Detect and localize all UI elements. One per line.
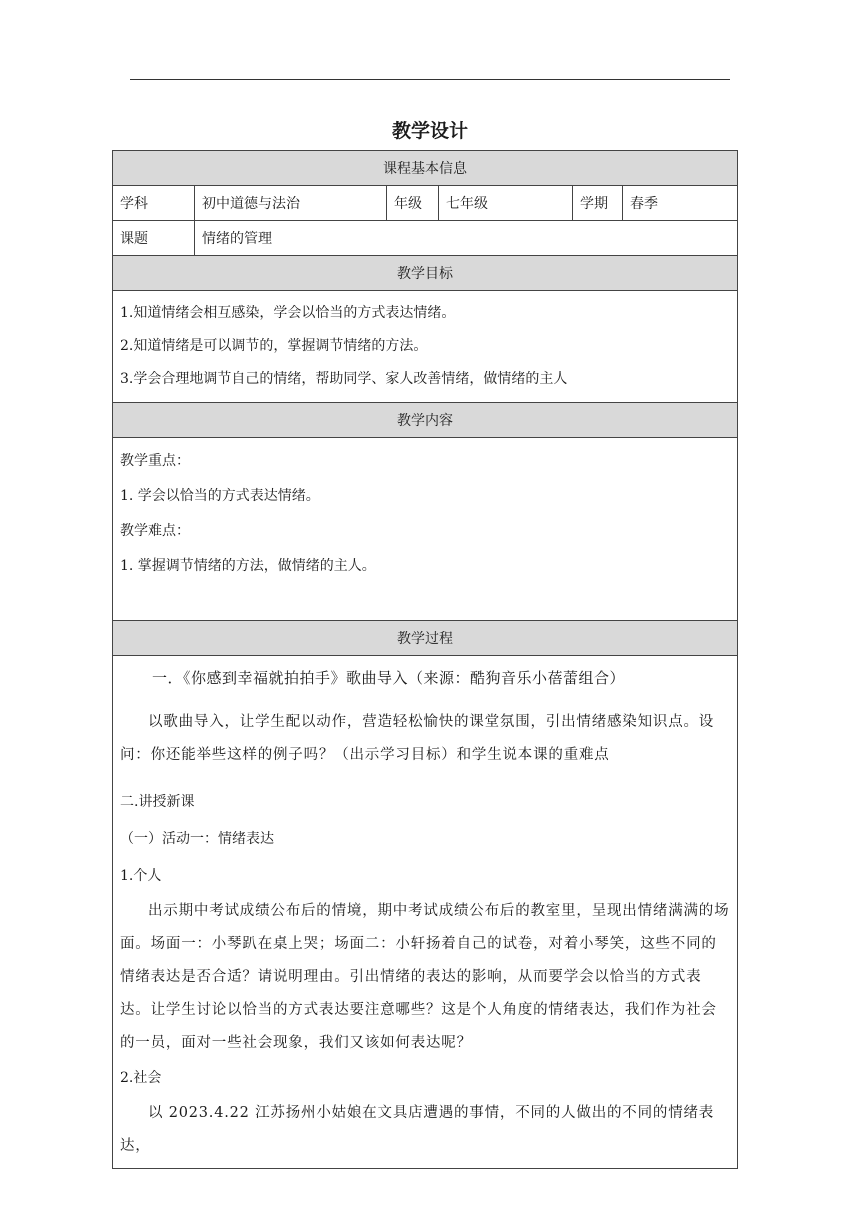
subsection-society: 2.社会	[120, 1070, 162, 1086]
subsection-individual: 1.个人	[120, 868, 162, 884]
goals-header: 教学目标	[113, 256, 738, 291]
topic-row	[113, 221, 738, 256]
key-points-label: 教学重点：	[120, 453, 190, 469]
page-title: 教学设计	[391, 120, 468, 142]
process-header-row	[113, 621, 738, 656]
content-cell	[113, 438, 738, 621]
individual-paragraph: 出示期中考试成绩公布后的情境，期中考试成绩公布后的教室里，呈现出情绪满满的场面。场面一：小琴趴在桌上哭；场面二：小轩扬着自己的试卷，对着小琴笑，这些不同的情绪表达是否合适？请说明理由。引出情绪的表达的影响，从而要学会以恰当的方式表达。让学生讨论以恰当的方式表达要注意哪些？这是个人角度的情绪表达，我们作为社会的一员，面对一些社会现象，我们又该如何表达呢？	[120, 903, 730, 1051]
term-label: 学期	[573, 186, 623, 221]
subject-value: 初中道德与法治	[195, 186, 387, 221]
basic-info-header-row	[113, 151, 738, 186]
topic-value: 情绪的管理	[195, 221, 738, 256]
content-row	[113, 438, 738, 621]
process-cell	[113, 656, 738, 1169]
intro-paragraph: 以歌曲导入，让学生配以动作，营造轻松愉快的课堂氛围，引出情绪感染知识点。设问：你还能举些这样的例子吗？（出示学习目标）和学生说本课的重难点	[120, 714, 715, 763]
grade-label: 年级	[387, 186, 439, 221]
section-intro-heading: 一．《你感到幸福就拍拍手》歌曲导入（来源：酷狗音乐小蓓蕾组合）	[152, 669, 626, 687]
goals-cell	[113, 291, 738, 403]
subject-row	[113, 186, 738, 221]
goals-header-row	[113, 256, 738, 291]
content-header: 教学内容	[113, 403, 738, 438]
goal-item: 3.学会合理地调节自己的情绪，帮助同学、家人改善情绪，做情绪的主人	[120, 371, 568, 387]
process-header: 教学过程	[113, 621, 738, 656]
goals-row	[113, 291, 738, 403]
topic-label: 课题	[113, 221, 195, 256]
key-point-item: 1. 学会以恰当的方式表达情绪。	[120, 488, 320, 504]
lesson-plan-table	[112, 150, 738, 1169]
basic-info-header: 课程基本信息	[113, 151, 738, 186]
header-rule	[130, 79, 730, 80]
subject-label: 学科	[113, 186, 195, 221]
grade-value: 七年级	[439, 186, 573, 221]
society-paragraph: 以 2023.4.22 江苏扬州小姑娘在文具店遭遇的事情，不同的人做出的不同的情绪表达，	[120, 1105, 715, 1154]
difficulty-label: 教学难点：	[120, 523, 190, 539]
content-header-row	[113, 403, 738, 438]
difficulty-item: 1. 掌握调节情绪的方法，做情绪的主人。	[120, 558, 376, 574]
term-value: 春季	[623, 186, 738, 221]
process-row	[113, 656, 738, 1169]
goal-item: 1.知道情绪会相互感染，学会以恰当的方式表达情绪。	[120, 305, 456, 321]
activity-heading: （一）活动一：情绪表达	[120, 831, 274, 847]
section-new-lesson-heading: 二.讲授新课	[120, 794, 195, 810]
goal-item: 2.知道情绪是可以调节的，掌握调节情绪的方法。	[120, 338, 428, 354]
